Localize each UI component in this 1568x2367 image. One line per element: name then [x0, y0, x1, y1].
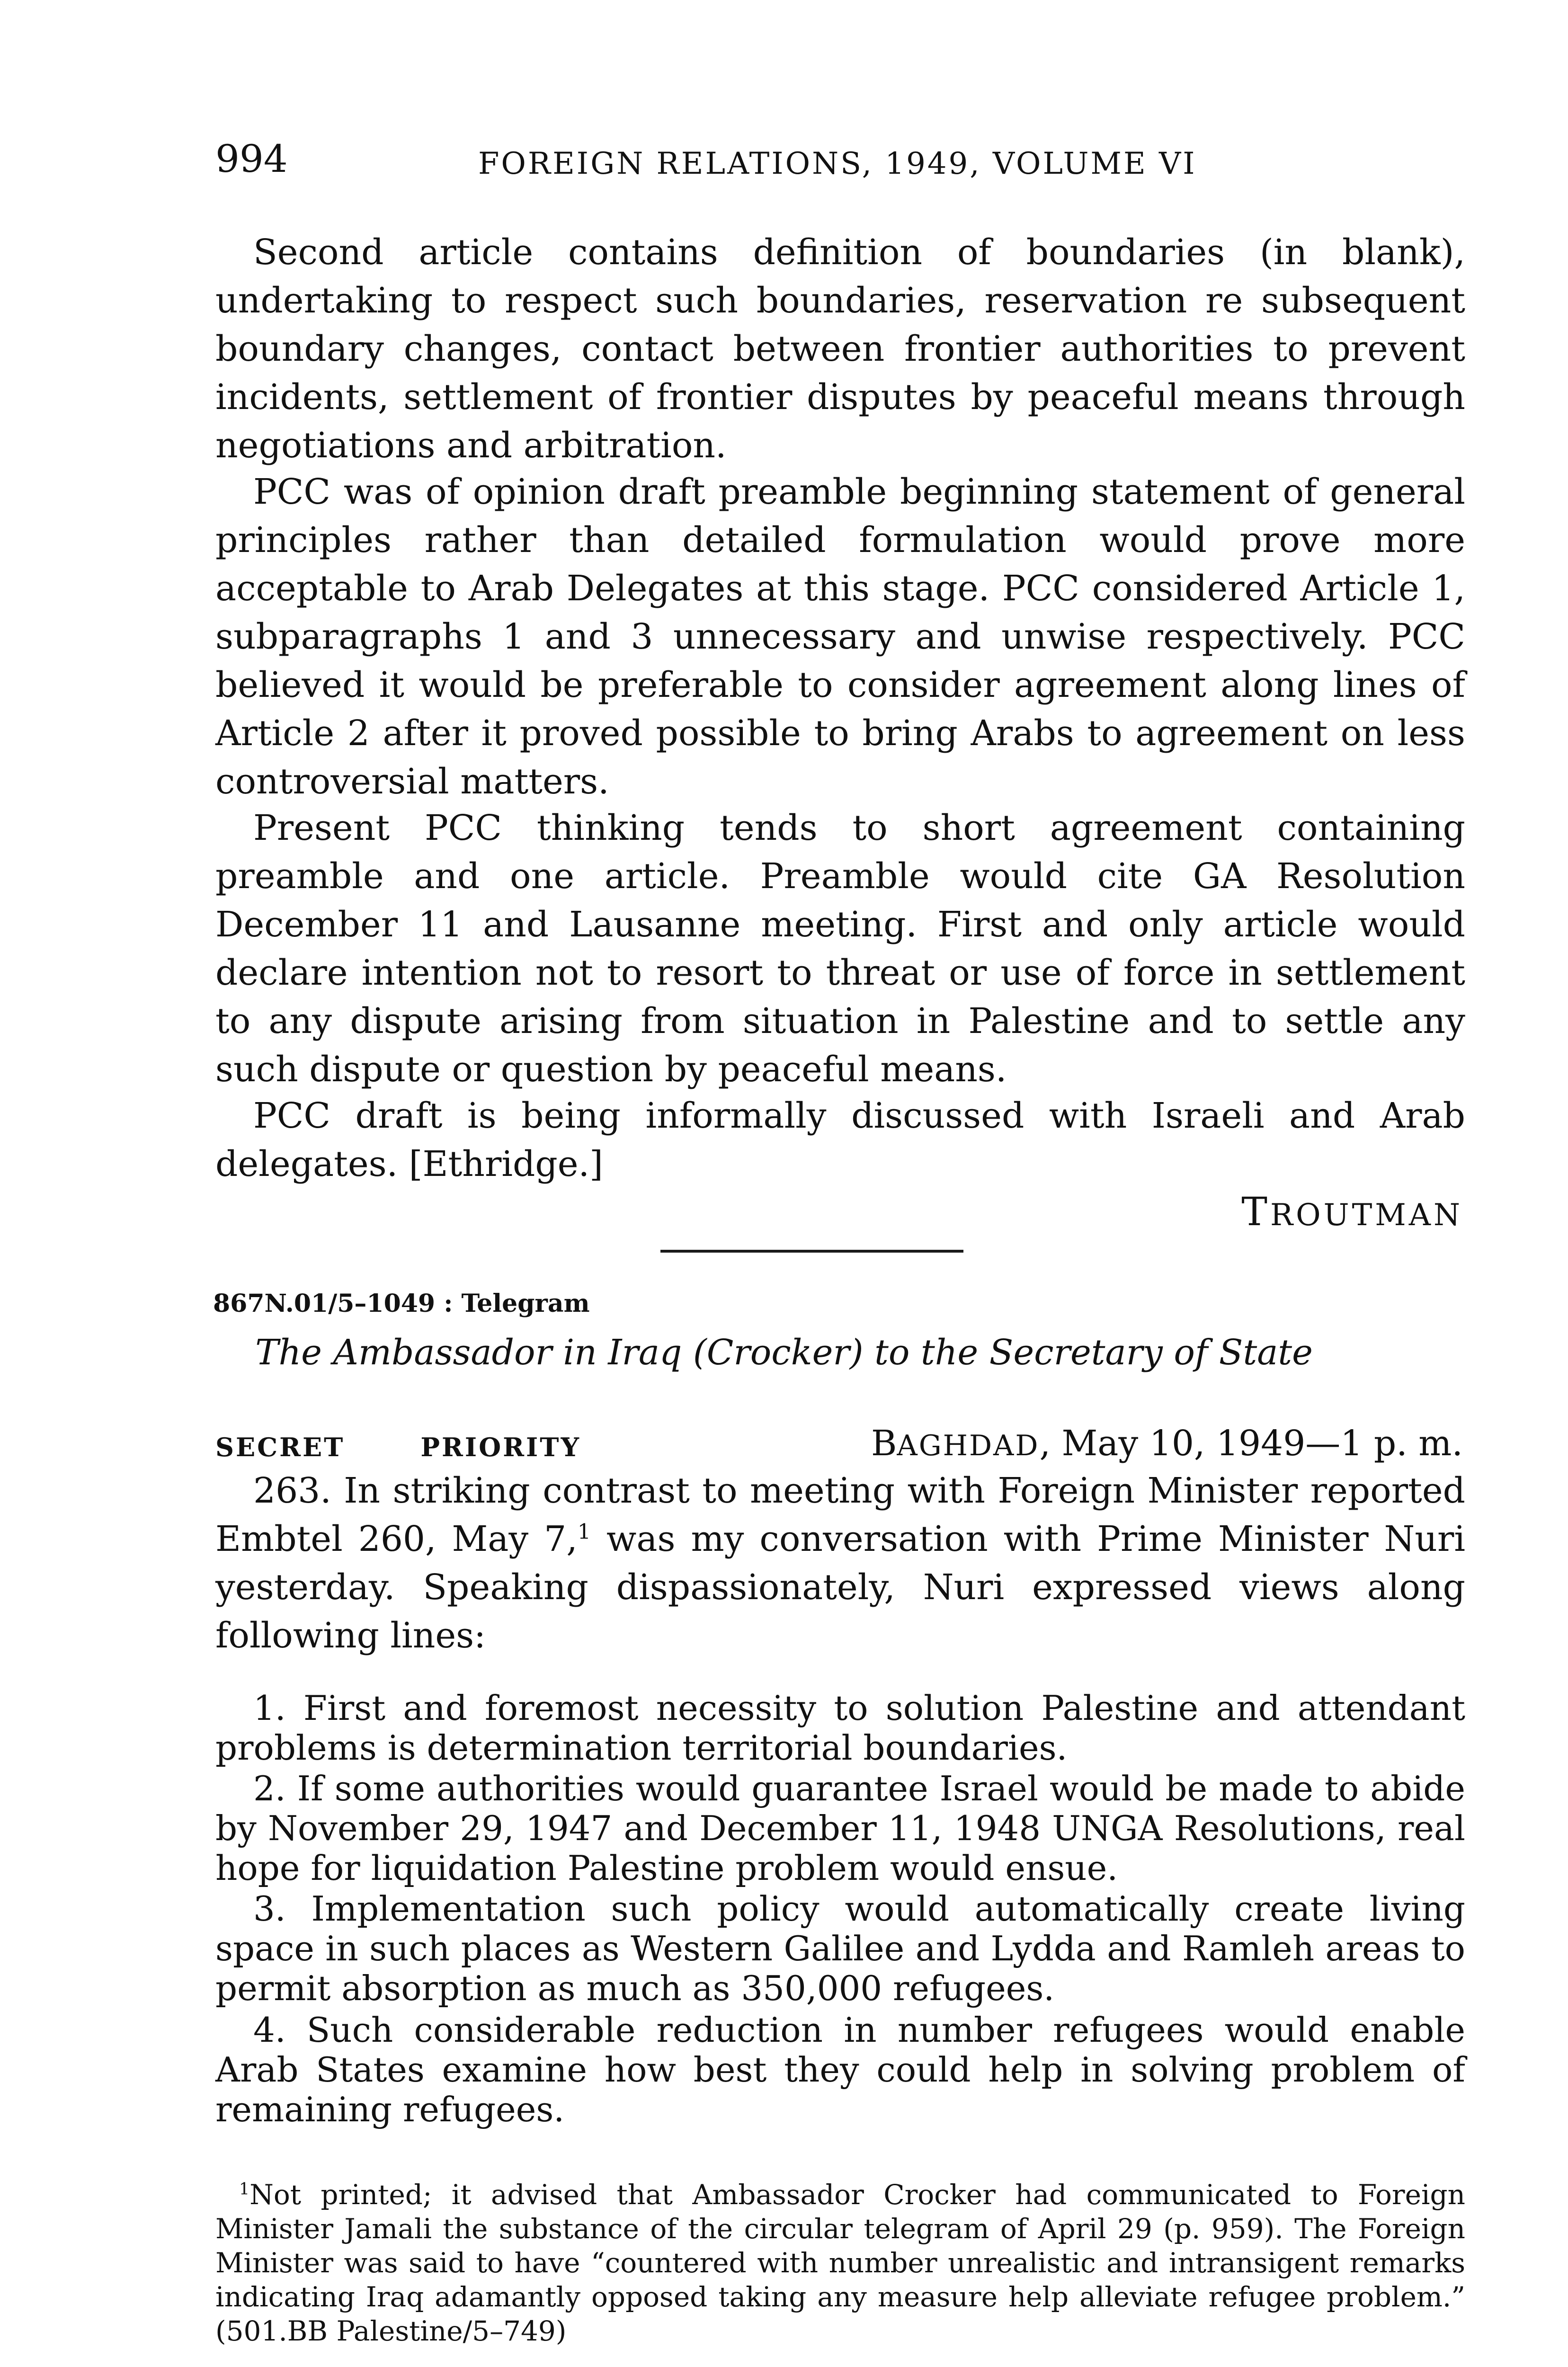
section-divider — [660, 1250, 963, 1253]
dateline-place-rest: AGHDAD — [897, 1429, 1040, 1462]
dateline-date: , May 10, 1949—1 p. m. — [1039, 1423, 1463, 1464]
list-item: 1. First and foremost necessity to solution Palestine and attendant problems is determination territorial boundaries. — [215, 1688, 1465, 1768]
paragraph-telegram-opening — [215, 1467, 1465, 1660]
footnote-reference: 1 — [577, 1520, 591, 1544]
list-item: 3. Implementation such policy would automatically create living space in such places as Western Galilee and Lydda and Ramleh areas to permit absorption as much as 350,000 refugees. — [215, 1889, 1465, 2008]
signature-initial: T — [1241, 1190, 1270, 1235]
classification-line — [215, 1434, 581, 1460]
page-number: 994 — [215, 137, 288, 181]
signature — [1241, 1190, 1463, 1235]
dateline — [871, 1423, 1463, 1464]
dateline-place-initial: B — [871, 1423, 897, 1464]
list-item: 2. If some authorities would guarantee Israel would be made to abide by November 29, 1947 and December 11, 1948 UNGA Resolutions, real hope for liquidation Palestine problem would ensue. — [215, 1769, 1465, 1888]
list-item: 4. Such considerable reduction in number refugees would enable Arab States examine how best they could help in solving problem of remaining refugees. — [215, 2010, 1465, 2129]
classification-secret: SECRET — [215, 1432, 345, 1462]
footnote-text: Not printed; it advised that Ambassador Crocker had communicated to Foreign Minister Jamali the substance of the circular telegram of April 29 (p. 959). The Foreign Minister was said to have “countered with number unrealistic and intransigent remarks indicating Iraq adamantly opposed taking any measure help alleviate refugee problem.” (501.BB Palestine/5–749) — [215, 2179, 1465, 2347]
footnote-marker: 1 — [239, 2180, 250, 2199]
file-reference: 867N.01/5–1049 : Telegram — [213, 1289, 590, 1318]
opening-text-before-note: 263. In striking contrast to meeting with Foreign Minister reported Embtel 260, May 7, — [215, 1470, 1465, 1559]
document-title: The Ambassador in Iraq (Crocker) to the Secretary of State — [255, 1332, 1313, 1373]
paragraph-second-article: Second article contains definition of boundaries (in blank), undertaking to respect such boundaries, reservation re subsequent boundary changes, contact between frontier authorities to prevent incidents, settlement of frontier disputes by peaceful means through negotiations and arbitration. — [215, 232, 1465, 466]
running-head: FOREIGN RELATIONS, 1949, VOLUME VI — [478, 146, 1197, 181]
footnote — [215, 2178, 1465, 2348]
paragraph-pcc-draft: PCC draft is being informally discussed with Israeli and Arab delegates. [Ethridge.] — [215, 1095, 1465, 1184]
signature-rest: ROUTMAN — [1270, 1198, 1463, 1233]
paragraph-present-thinking: Present PCC thinking tends to short agreement containing preamble and one article. Preamble would cite GA Resolution December 11 and Lausanne meeting. First and only article would declare intention not to resort to threat or use of force in settlement to any dispute arising from situation in Palestine and to settle any such dispute or question by peaceful means. — [215, 808, 1465, 1090]
opening-text-after-note: was my conversation with Prime Minister Nuri yesterday. Speaking dispassionately, Nuri expressed views along following lines: — [215, 1519, 1466, 1656]
classification-priority: PRIORITY — [420, 1432, 581, 1462]
paragraph-pcc-opinion: PCC was of opinion draft preamble beginning statement of general principles rather than detailed formulation would prove more acceptable to Arab Delegates at this stage. PCC considered Article 1, subparagraphs 1 and 3 unnecessary and unwise respectively. PCC believed it would be preferable to consider agreement along lines of Article 2 after it proved possible to bring Arabs to agreement on less controversial matters. — [215, 472, 1465, 802]
